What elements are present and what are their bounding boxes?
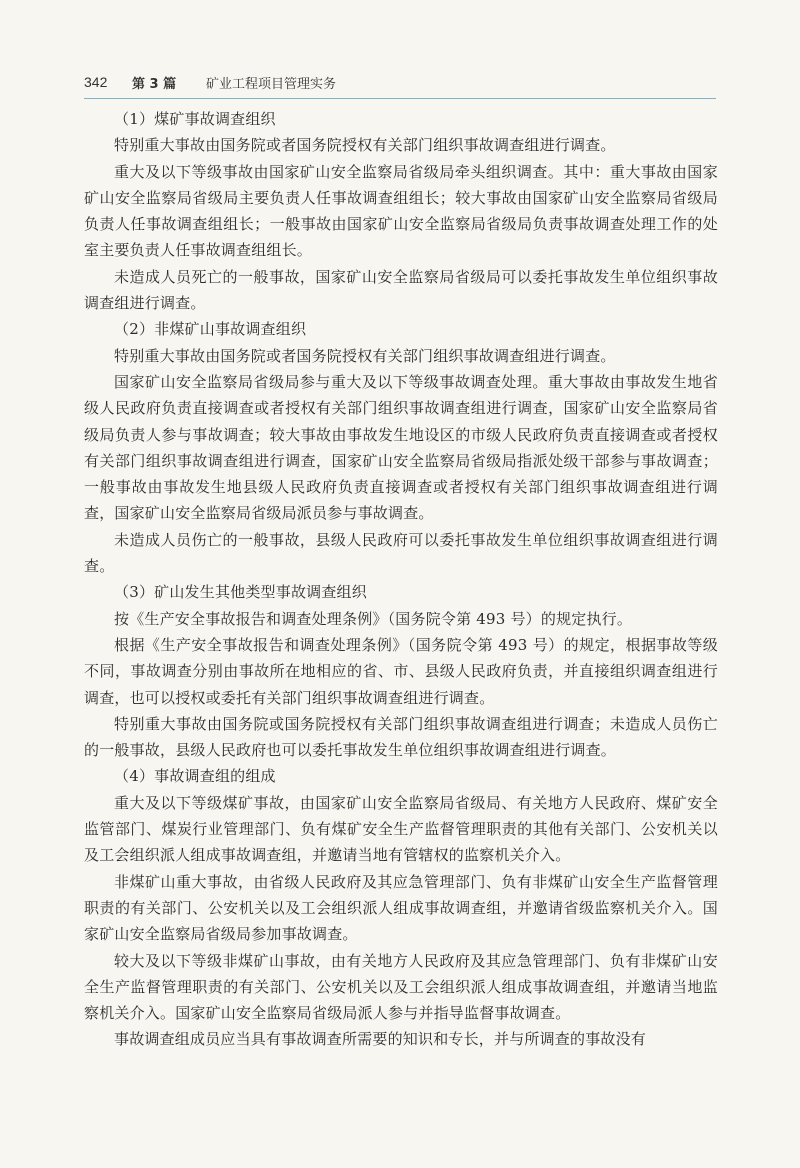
section-heading-other-accidents: （3）矿山发生其他类型事故调查组织 — [114, 583, 367, 602]
paragraph: 按《生产安全事故报告和调查处理条例》（国务院令第 493 号）的规定执行。 — [114, 609, 633, 628]
paragraph: 未造成人员死亡的一般事故，国家矿山安全监察局省级局可以委托事故发生单位组织事故调查组进行调查。 — [84, 267, 718, 313]
section-heading-coal-mine: （1）煤矿事故调查组织 — [114, 110, 276, 128]
header-divider — [84, 98, 716, 99]
paragraph: 特别重大事故由国务院或者国务院授权有关部门组织事故调查组进行调查。 — [114, 136, 616, 155]
paragraph: 特别重大事故由国务院或国务院授权有关部门组织事故调查组进行调查；未造成人员伤亡的一般事故，县级人民政府也可以委托事故发生单位组织事故调查组进行调查。 — [84, 714, 718, 760]
paragraph: 根据《生产安全事故报告和调查处理条例》（国务院令第 493 号）的规定，根据事故等级不同，事故调查分别由事故所在地相应的省、市、县级人民政府负责，并直接组织调查组进行调查，也可以授权或委托有关部门组织事故调查组进行调查。 — [84, 635, 718, 707]
paragraph: 国家矿山安全监察局省级局参与重大及以下等级事故调查处理。重大事故由事故发生地省级人民政府负责直接调查或者授权有关部门组织事故调查组进行调查，国家矿山安全监察局省级局负责人参与事故调查；较大事故由事故发生地设区的市级人民政府负责直接调查或者授权有关部门组织事故调查组进行调查，国家矿山安全监察局省级局指派处级干部参与事故调查；一般事故由事故发生地县级人民政府负责直接调查或者授权有关部门组织事故调查组进行调查，国家矿山安全监察局省级局派员参与事故调查。 — [84, 372, 718, 523]
page-number: 342 — [84, 74, 108, 90]
section-heading-non-coal-mine: （2）非煤矿山事故调查组织 — [114, 320, 307, 339]
section-heading-team-composition: （4）事故调查组的组成 — [114, 767, 276, 786]
body-text — [84, 106, 718, 1053]
part-label: 第 3 篇 — [132, 77, 177, 92]
running-header — [84, 70, 716, 98]
book-title: 矿业工程项目管理实务 — [206, 77, 337, 92]
paragraph: 特别重大事故由国务院或者国务院授权有关部门组织事故调查组进行调查。 — [114, 346, 616, 365]
paragraph: 重大及以下等级煤矿事故，由国家矿山安全监察局省级局、有关地方人民政府、煤矿安全监管部门、煤炭行业管理部门、负有煤矿安全生产监督管理职责的其他有关部门、公安机关以及工会组织派人组成事故调查组，并邀请当地有管辖权的监察机关介入。 — [84, 793, 718, 865]
paragraph: 事故调查组成员应当具有事故调查所需要的知识和专长，并与所调查的事故没有 — [114, 1030, 647, 1049]
paragraph: 重大及以下等级事故由国家矿山安全监察局省级局牵头组织调查。其中：重大事故由国家矿山安全监察局省级局主要负责人任事故调查组组长；较大事故由国家矿山安全监察局省级局负责人任事故调查组组长；一般事故由国家矿山安全监察局省级局负责事故调查处理工作的处室主要负责人任事故调查组组长。 — [84, 162, 718, 260]
paragraph: 未造成人员伤亡的一般事故，县级人民政府可以委托事故发生单位组织事故调查组进行调查。 — [84, 530, 718, 576]
paragraph: 较大及以下等级非煤矿山事故，由有关地方人民政府及其应急管理部门、负有非煤矿山安全生产监督管理职责的有关部门、公安机关以及工会组织派人组成事故调查组，并邀请当地监察机关介入。国家矿山安全监察局省级局派人参与并指导监督事故调查。 — [84, 951, 718, 1023]
paragraph: 非煤矿山重大事故，由省级人民政府及其应急管理部门、负有非煤矿山安全生产监督管理职责的有关部门、公安机关以及工会组织派人组成事故调查组，并邀请省级监察机关介入。国家矿山安全监察局省级局参加事故调查。 — [84, 872, 718, 944]
